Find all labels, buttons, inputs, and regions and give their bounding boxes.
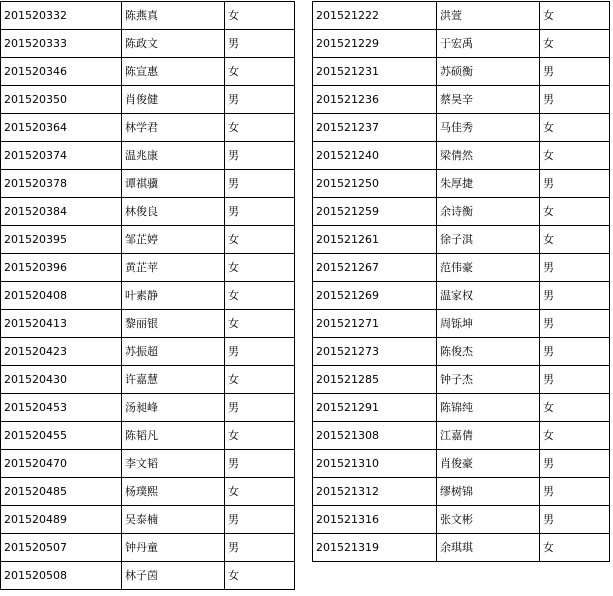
student-name-cell: 朱厚捷 — [437, 170, 540, 198]
student-name-cell: 张文彬 — [437, 506, 540, 534]
student-gender-cell: 女 — [225, 226, 295, 254]
student-gender-cell: 女 — [540, 394, 610, 422]
table-row — [1, 142, 295, 170]
table-row — [1, 478, 295, 506]
student-id-cell: 201521285 — [313, 366, 437, 394]
student-name-cell: 马佳秀 — [437, 114, 540, 142]
student-gender-cell: 男 — [225, 170, 295, 198]
table-row — [1, 2, 295, 30]
student-id-cell: 201520396 — [1, 254, 122, 282]
student-name-cell: 徐子淇 — [437, 226, 540, 254]
student-id-cell: 201520384 — [1, 198, 122, 226]
roster-table-right — [312, 1, 610, 562]
table-row — [1, 310, 295, 338]
student-id-cell: 201520350 — [1, 86, 122, 114]
student-gender-cell: 男 — [225, 338, 295, 366]
student-gender-cell: 男 — [540, 282, 610, 310]
student-id-cell: 201521236 — [313, 86, 437, 114]
student-name-cell: 肖俊健 — [122, 86, 225, 114]
table-row — [313, 478, 610, 506]
student-name-cell: 黎丽银 — [122, 310, 225, 338]
student-gender-cell: 女 — [225, 562, 295, 590]
student-id-cell: 201520507 — [1, 534, 122, 562]
student-gender-cell: 女 — [540, 114, 610, 142]
table-row — [1, 422, 295, 450]
table-row — [1, 254, 295, 282]
student-id-cell: 201521237 — [313, 114, 437, 142]
student-gender-cell: 男 — [540, 170, 610, 198]
student-id-cell: 201521310 — [313, 450, 437, 478]
student-name-cell: 林子茵 — [122, 562, 225, 590]
student-name-cell: 温兆康 — [122, 142, 225, 170]
student-name-cell: 周铄坤 — [437, 310, 540, 338]
table-row — [1, 534, 295, 562]
table-row — [313, 394, 610, 422]
student-name-cell: 于宏禹 — [437, 30, 540, 58]
student-name-cell: 黄芷苹 — [122, 254, 225, 282]
student-name-cell: 缪树锦 — [437, 478, 540, 506]
student-id-cell: 201521316 — [313, 506, 437, 534]
student-id-cell: 201521291 — [313, 394, 437, 422]
table-row — [1, 30, 295, 58]
student-id-cell: 201520413 — [1, 310, 122, 338]
table-row — [313, 198, 610, 226]
table-row — [1, 338, 295, 366]
student-id-cell: 201520395 — [1, 226, 122, 254]
table-row — [313, 282, 610, 310]
table-row — [1, 114, 295, 142]
student-id-cell: 201521231 — [313, 58, 437, 86]
student-id-cell: 201521229 — [313, 30, 437, 58]
student-gender-cell: 男 — [225, 450, 295, 478]
student-name-cell: 蔡昊辛 — [437, 86, 540, 114]
table-row — [1, 562, 295, 590]
student-id-cell: 201521240 — [313, 142, 437, 170]
student-id-cell: 201521267 — [313, 254, 437, 282]
student-name-cell: 杨璞熙 — [122, 478, 225, 506]
student-gender-cell: 男 — [225, 86, 295, 114]
student-gender-cell: 女 — [225, 114, 295, 142]
student-name-cell: 林俊良 — [122, 198, 225, 226]
table-row — [1, 282, 295, 310]
table-row — [313, 338, 610, 366]
table-row — [313, 226, 610, 254]
table-row — [313, 422, 610, 450]
student-id-cell: 201521319 — [313, 534, 437, 562]
table-row — [313, 310, 610, 338]
table-row — [313, 450, 610, 478]
student-name-cell: 吴泰楠 — [122, 506, 225, 534]
student-gender-cell: 女 — [225, 310, 295, 338]
student-id-cell: 201520408 — [1, 282, 122, 310]
student-name-cell: 陈韬凡 — [122, 422, 225, 450]
student-name-cell: 温家权 — [437, 282, 540, 310]
table-row — [313, 506, 610, 534]
student-name-cell: 范伟豪 — [437, 254, 540, 282]
student-id-cell: 201521271 — [313, 310, 437, 338]
student-id-cell: 201521261 — [313, 226, 437, 254]
student-id-cell: 201521312 — [313, 478, 437, 506]
student-name-cell: 谭祺骥 — [122, 170, 225, 198]
student-gender-cell: 女 — [225, 422, 295, 450]
student-id-cell: 201520332 — [1, 2, 122, 30]
student-id-cell: 201521250 — [313, 170, 437, 198]
student-id-cell: 201521308 — [313, 422, 437, 450]
student-name-cell: 余诗衡 — [437, 198, 540, 226]
table-row — [313, 170, 610, 198]
student-gender-cell: 男 — [225, 534, 295, 562]
student-id-cell: 201520470 — [1, 450, 122, 478]
table-row — [1, 86, 295, 114]
student-gender-cell: 女 — [540, 198, 610, 226]
student-gender-cell: 女 — [225, 282, 295, 310]
table-row — [313, 58, 610, 86]
student-id-cell: 201520485 — [1, 478, 122, 506]
student-name-cell: 钟丹童 — [122, 534, 225, 562]
student-gender-cell: 女 — [225, 478, 295, 506]
student-gender-cell: 男 — [225, 198, 295, 226]
student-name-cell: 钟子杰 — [437, 366, 540, 394]
student-gender-cell: 男 — [540, 450, 610, 478]
student-gender-cell: 男 — [225, 506, 295, 534]
table-row — [1, 394, 295, 422]
student-name-cell: 苏硕衡 — [437, 58, 540, 86]
student-gender-cell: 女 — [225, 254, 295, 282]
student-gender-cell: 女 — [540, 142, 610, 170]
student-gender-cell: 男 — [540, 254, 610, 282]
student-id-cell: 201521269 — [313, 282, 437, 310]
student-id-cell: 201520489 — [1, 506, 122, 534]
student-gender-cell: 女 — [540, 422, 610, 450]
student-gender-cell: 女 — [540, 226, 610, 254]
student-id-cell: 201520378 — [1, 170, 122, 198]
table-row — [313, 254, 610, 282]
student-name-cell: 陈锦纯 — [437, 394, 540, 422]
table-row — [1, 506, 295, 534]
student-gender-cell: 男 — [540, 338, 610, 366]
student-id-cell: 201520374 — [1, 142, 122, 170]
table-row — [1, 198, 295, 226]
student-name-cell: 许嘉慧 — [122, 366, 225, 394]
student-name-cell: 肖俊豪 — [437, 450, 540, 478]
student-gender-cell: 女 — [225, 58, 295, 86]
student-id-cell: 201520364 — [1, 114, 122, 142]
table-row — [1, 226, 295, 254]
student-id-cell: 201521273 — [313, 338, 437, 366]
student-gender-cell: 男 — [540, 506, 610, 534]
student-name-cell: 陈俊杰 — [437, 338, 540, 366]
student-gender-cell: 男 — [225, 30, 295, 58]
student-name-cell: 余琪琪 — [437, 534, 540, 562]
student-id-cell: 201520346 — [1, 58, 122, 86]
table-row — [313, 534, 610, 562]
student-name-cell: 叶素静 — [122, 282, 225, 310]
student-name-cell: 林学君 — [122, 114, 225, 142]
table-row — [1, 58, 295, 86]
student-name-cell: 陈政文 — [122, 30, 225, 58]
student-gender-cell: 女 — [540, 30, 610, 58]
roster-table-right-body — [313, 2, 610, 562]
roster-table-left-body — [1, 2, 295, 590]
student-gender-cell: 女 — [540, 534, 610, 562]
table-row — [313, 366, 610, 394]
student-id-cell: 201520455 — [1, 422, 122, 450]
table-row — [313, 2, 610, 30]
student-gender-cell: 男 — [540, 58, 610, 86]
roster-table-left — [0, 1, 295, 590]
student-id-cell: 201520430 — [1, 366, 122, 394]
student-id-cell: 201520423 — [1, 338, 122, 366]
student-name-cell: 江嘉倩 — [437, 422, 540, 450]
student-name-cell: 邹芷婷 — [122, 226, 225, 254]
student-gender-cell: 女 — [540, 2, 610, 30]
student-id-cell: 201520333 — [1, 30, 122, 58]
student-name-cell: 汤昶峰 — [122, 394, 225, 422]
student-gender-cell: 男 — [540, 366, 610, 394]
table-row — [1, 366, 295, 394]
student-gender-cell: 男 — [225, 394, 295, 422]
student-id-cell: 201521222 — [313, 2, 437, 30]
student-gender-cell: 男 — [540, 478, 610, 506]
student-name-cell: 洪萱 — [437, 2, 540, 30]
table-row — [313, 86, 610, 114]
student-name-cell: 苏振超 — [122, 338, 225, 366]
student-gender-cell: 女 — [225, 2, 295, 30]
student-id-cell: 201520508 — [1, 562, 122, 590]
table-row — [313, 142, 610, 170]
student-name-cell: 李文韬 — [122, 450, 225, 478]
student-name-cell: 梁倩然 — [437, 142, 540, 170]
student-gender-cell: 女 — [225, 366, 295, 394]
student-name-cell: 陈宣惠 — [122, 58, 225, 86]
student-id-cell: 201521259 — [313, 198, 437, 226]
table-row — [1, 450, 295, 478]
student-gender-cell: 男 — [540, 310, 610, 338]
student-gender-cell: 男 — [225, 142, 295, 170]
student-gender-cell: 男 — [540, 86, 610, 114]
table-row — [313, 30, 610, 58]
table-row — [1, 170, 295, 198]
student-name-cell: 陈燕真 — [122, 2, 225, 30]
student-id-cell: 201520453 — [1, 394, 122, 422]
table-row — [313, 114, 610, 142]
